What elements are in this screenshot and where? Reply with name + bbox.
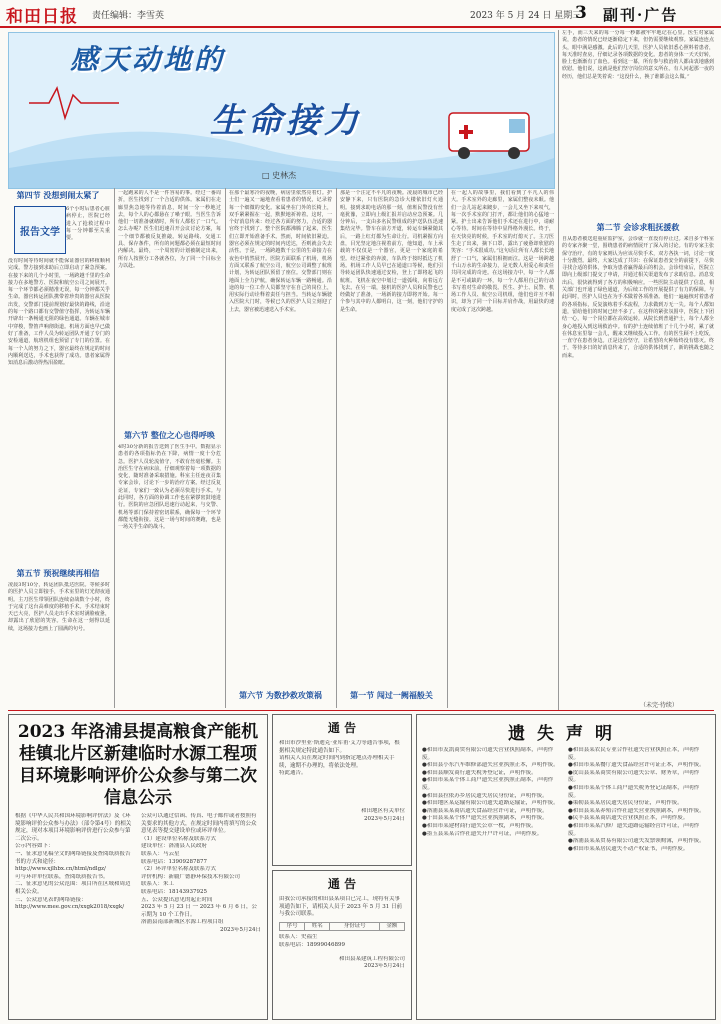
lost-notice-item: ●和田市某某汽修厂遗失道路运输经营许可证，声明作废。 xyxy=(568,822,700,837)
section-heading: 第四节 没想到闹太紧了 xyxy=(16,190,100,200)
notice-line: 联系人：史福生 xyxy=(279,934,318,941)
lost-notice-item: ●洛浦县某某贸易有限公司遗失发票领购簿，声明作废。 xyxy=(568,838,705,845)
article-text: 一起跑来的人不是一件容易的事。经过一番周折，医生找到了一个合适的供体。家属们在走廊里焦急地等待着消息，时间一分一秒地过去，每个人的心都悬在了嗓子眼。当医生告诉他们一切准备就绪时，所有人都松了一口气。怎么办呢？医生们迅速召开会议讨论方案，每一个细节都被反复推敲。转运路线、交通工具、保存条件，所有的问题都必须在最短时间内解决。最终，一个周密的计划被制定出来，所有人按照分工各就各位，为了同一个目标全力以赴。 xyxy=(118,190,221,269)
notice-line: 二、征求意见的公众范围：项目所在区域和周边相关公众。 xyxy=(15,881,131,895)
notice-link[interactable]: http://www.xjlhbx.cn/html/ndlgz/ xyxy=(15,866,106,873)
lost-notices-title: 遗失声明 xyxy=(508,724,624,744)
article-text: 左手，而三天来的每一分每一秒都被牢牢地记在心里。医生对家属说，患者的情况已经逐渐稳定下来，但仍需要继续观察。家属连连点头，眼中满是感激。此后的几天里，医护人员依旧悉心照料着患者，每天准时查房，仔细记录各项数据的变化。患者的身体一天天好转，脸上也渐渐有了血色。看到这一幕，所有参与救治的人都由衷地感到欣慰。他们说，这就是他们坚守岗位的意义所在。有人问起那一夜的经历，他们总是笑着说：“这没什么，换了谁都会这么做。” xyxy=(562,30,714,80)
lost-notice-item: ●民丰县某某商店遗失营业执照正本，声明作废。 xyxy=(568,815,689,822)
notice-line: 联系电话：18143937925 xyxy=(141,888,207,895)
notice-date: 2023年5月24日 xyxy=(364,815,405,822)
lost-notice-item: ●和田县小东汽车维修部遗失营业执照正本，声明作废。 xyxy=(422,762,559,769)
eia-notice-box xyxy=(8,714,268,1020)
feature-title-line2: 生命接力 xyxy=(210,101,362,141)
notice-signature: 和田县某建筑工程有限公司 xyxy=(338,955,405,962)
article-text: 在一起人的故事里，我们看到了平凡人的伟大。手术室外的走廊里，家属们整夜未眠。他们一会儿站起来踱步，一会儿又坐下来叹气，每一次手术室的门打开，都让他们的心猛地一紧。护士出来告诉他们手术还在进行中，请耐心等待。时间在等待中显得格外漫长。终于，在天快亮的时候，手术室的灯熄灭了。主刀医生走了出来，摘下口罩，露出了疲惫却欣慰的笑容：“手术很成功。”这句话让所有人都长长地舒了一口气，家属们相拥而泣。这是一场跨越千山万水的生命接力，是无数人用爱心和责任共同完成的奇迹。在这场接力中，每一个人都是不可或缺的一环，每一个人都用自己的行动书写着对生命的敬畏。医生、护士、民警、机场工作人员、航空公司机组，他们也许互不相识，却为了同一个目标并肩作战，用最快的速度完成了这次跨越。 xyxy=(451,190,554,313)
section-name: 副刊·广告 xyxy=(603,6,679,24)
report-label: 报告文学 xyxy=(20,227,60,238)
lost-notice-item: ●洛浦县某某商店遗失食品经营许可证，声明作废。 xyxy=(422,807,548,814)
notice-link[interactable]: http://www.mee.gov.cn/xxgk2018/xxgk/ xyxy=(15,904,125,911)
lost-notice-item: ●和田市友凯商贸有限公司遗失营业执照副本，声明作废。 xyxy=(422,747,554,761)
lost-notice-item: ●和田市某某个体工商户遗失营业执照正副本，声明作废。 xyxy=(422,777,554,791)
column-divider xyxy=(114,188,115,708)
notice-signature: 和田地区有关单位 xyxy=(360,807,405,814)
lost-notice-item: ●和田市某建材商行遗失公章一枚，声明作废。 xyxy=(422,822,537,829)
column-divider xyxy=(558,30,559,710)
notice-line: 联系电话：18999046899 xyxy=(279,941,345,948)
notice-table xyxy=(279,922,405,932)
article-text: 4时30分新的报告送到了医生手中。数据显示患者的各项指标仍在下降，病情一度十分危急。医护人员轮流值守，不敢有丝毫松懈。主治医生守在病床前，仔细观察着每一项数据的变化，随时准备采取措施。科室主任连夜召集专家会诊，讨论下一步的治疗方案。经过反复论证，专家们一致认为必须尽快进行手术。与此同时，各方面的协调工作也在紧锣密鼓地进行。医院的应急团队迅速行动起来，与交警、机场等部门保持着密切联系，确保每一个环节都能无缝衔接。这是一场与时间的赛跑，也是一场关乎生命的战斗。 xyxy=(118,444,221,531)
table-header: 序号 xyxy=(280,923,305,931)
lost-notices-box xyxy=(416,714,716,1020)
notice-line: 建设单位：洛浦县人民政府 xyxy=(141,843,208,850)
column-divider xyxy=(225,188,226,708)
notice-line: 三、公众意见表的网络链接： xyxy=(15,896,87,903)
notice-line: （2）环评单位名称及联系方式 xyxy=(141,866,217,873)
to-be-continued: （未完·待续） xyxy=(640,702,678,709)
lost-notice-item: ●和田地区某运输有限公司遗失道路运输证，声明作废。 xyxy=(422,800,559,807)
article-text: 在那个最寒冷的夜晚，病房里依然亮着灯。护士们一遍又一遍地查看着患者的情况，记录着每一个细微的变化。家属坐在门外的长椅上，双手紧紧握在一起，默默地祈祷着。这时，一个好消息传来：经过各方面的努力，合适的器官终于找到了。整个医院都沸腾了起来，医生们立即开始准备手术。然而，时间依旧紧迫。器官必须在规定的时间内送达，否则就会失去活性。于是，一场跨越数千公里的生命接力在夜色中悄然展开。医院方面联系了机场，机场方面又联系了航空公司，航空公司调整了航班计划，为转运团队预留了座位。交警部门则在地面上全力护航，确保转运车辆一路畅通。沿途的每一位工作人员都坚守在自己的岗位上，用实际行动诠释着责任与担当。当转运车辆驶入医院大门时，等候已久的医护人员立刻迎了上去，器官被迅速送入手术室。 xyxy=(229,190,332,313)
notice-line: （1）建设单位名称及联系方式 xyxy=(141,835,217,842)
table-header: 金额 xyxy=(386,922,398,929)
section-rule xyxy=(8,710,714,711)
column-divider xyxy=(336,188,337,708)
notice-box-bottom xyxy=(272,870,412,1020)
article-text: 6个小时后患者心脏病停止，医院已经进入了抢救过程中每一分钟都至关重要。 xyxy=(66,206,110,242)
notice-title: 通 告 xyxy=(327,877,357,891)
section-heading: 第五节 预祝继续再相信 xyxy=(16,568,100,578)
notice-line: 2023 年 5 月 23 日 一 2023 年 6 月 6 日，公示期为 10 个工作日。 xyxy=(141,904,257,918)
feature-byline: □ 史林杰 xyxy=(262,171,297,180)
lost-notice-item: ●和田市某某餐厅遗失食品经营许可证正本，声明作废。 xyxy=(568,762,705,769)
section-heading: 第一节 闯过一阙福般关 xyxy=(350,690,433,700)
notice-line: 联系人：朱工 xyxy=(141,881,175,888)
notice-line: 可与环评单位联系，查阅纸质报告书。 xyxy=(15,873,109,880)
report-label-box xyxy=(14,206,66,254)
lost-notice-item: ●于田县某某个体户遗失营业执照副本，声明作废。 xyxy=(422,815,548,822)
notice-line: 评价机构：新疆广德静环保技术有限公司 xyxy=(141,873,241,880)
section-heading: 第六节 整位之心也得呼唤 xyxy=(124,430,215,440)
notice-title: 通 告 xyxy=(327,721,357,735)
notice-line: 一、征求意见稿全文的网络链接及查阅纸质报告书的方式和途径： xyxy=(15,850,131,865)
lost-notice-item: ●和田县某某养殖合作社遗失营业执照副本，声明作废。 xyxy=(568,807,705,814)
newspaper-logo: 和田日报 xyxy=(6,7,78,27)
section-heading: 第二节 会诊求粗抚援救 xyxy=(596,222,680,232)
notice-line: 联系人：马云星 xyxy=(141,850,180,857)
article-text: 自从患者被送进重症监护室，会诊就一直没有停止过。来自多个科室的专家齐聚一堂，围绕患者的病情展开了深入的讨论。有的专家主张保守治疗，有的专家则认为应该尽快手术，双方各执一词，讨论一度十分激烈。最终，大家达成了共识：在保证患者安全的前提下，尽快寻找合适的供体，争取为患者赢得最后的机会。会诊结束后，医院立即向上级部门提交了申请，并通过相关渠道发布了求助信息。消息发出后，很快就得到了各方的积极响应。一些医院主动提供了信息，相关部门也开通了绿色通道，为后续工作的开展提供了有力的保障。与此同时，医护人员也在为手术做着各项准备。他们一遍遍核对着患者的各项指标，反复演练着手术流程，力求做到万无一失。每个人都知道，留给他们的时间已经不多了。在这样的紧张氛围中，医院上下团结一心，每一个岗位都在高效运转。从院长到普通护士，每个人都全身心地投入到这场救治中。有的护士连续值班了十几个小时，累了就在休息室里靠一会儿，醒来又继续投入工作。有的医生顾不上吃饭，一直守在患者身边。正是这份坚守，让希望的火种始终没有熄灭。终于，等待多日的好消息传来了，合适的供体找到了，新的挑战也随之而来。 xyxy=(562,236,714,359)
notice-line: 公众可以通过信函、传真、电子邮件或者按照有关要求的其他方式，在规定时间内将填写的公众意见表等提交建设单位或环评单位。 xyxy=(141,813,257,835)
article-text: 那是一个注定不平凡的夜晚。凌晨的城市已经安静下来，只有医院的急诊大楼依旧灯火通明。接到求助电话的那一刻，值班民警没有丝毫犹豫，立即向上级汇报并启动应急预案。几分钟后，一支由多名民警组成的护送队伍迅速集结完毕。警车在前方开道，转运车辆紧随其后，一路上红灯都为生命让行。司机紧握方向盘，目光坚定地注视着前方，他知道，车上承载的不仅仅是一个器官，更是一个家庭的希望。经过紧张的奔波，车队终于按时抵达了机场。机场工作人员早已在通道口等候，他们引导转运团队快速通过安检，登上了即将起飞的航班。飞机在夜空中划过一道弧线，向着远方飞去。在另一端，接机的医护人员和民警也已经做好了准备，一场新的接力即将开始。每一个参与其中的人都明白，这一刻，他们守护的是生命。 xyxy=(340,190,443,313)
notice-line: 洛浦县南部新城区水源工程项目组 xyxy=(141,919,224,926)
lost-notice-item: ●和田县拉依苏乡居民遗失居民身份证，声明作废。 xyxy=(422,792,548,799)
feature-title-line1: 感天动地的 xyxy=(70,43,226,76)
table-header: 姓名 xyxy=(305,923,330,931)
editor-credit: 责任编辑：李雪英 xyxy=(92,11,165,21)
section-heading: 第六节 为数抄救攻策祸 xyxy=(239,690,322,700)
page-number: 3 xyxy=(575,3,587,23)
notice-signature: 2023年5月24日 xyxy=(220,926,261,933)
lost-notice-item: ●皮山县某某商贸有限公司遗失公章、财务章，声明作废。 xyxy=(568,769,700,784)
lost-notice-item: ●墨玉县某某合作社遗失开户许可证，声明作废。 xyxy=(422,830,543,837)
notice-date: 2023年5月24日 xyxy=(364,963,405,970)
notice-box-top xyxy=(272,714,412,866)
table-header: 身份证号 xyxy=(330,923,379,931)
notice-line: 请相关人员在规定时间内到指定地点办理相关手续，逾期不办理的，将依法处理。 xyxy=(279,755,395,769)
column-divider xyxy=(447,188,448,708)
article-text: 凌晨3时10分，转运团队抵达医院。等候多时的医护人员立即接手，手术室里的灯光彻夜通明。主刀医生带领团队连续奋战数个小时，终于完成了这台高难度的移植手术。手术结束时天已大亮，医护人员走出手术室时满脸疲惫，却露出了欣慰的笑容。生命在这一刻得以延续，这场接力也画上了圆满的句号。 xyxy=(8,582,110,632)
notice-line: 特此通告。 xyxy=(279,770,307,777)
lost-notice-item: ●策勒县某某居民遗失居民身份证，声明作废。 xyxy=(568,800,683,807)
notice-line: 五、公众提出意见的起止时间 xyxy=(141,896,213,903)
article-text: 没有时间等待时间就不能保证器官的移植顺利完成。警方接到求助后立即启动了紧急预案。在接下来的几个小时里，一场跨越千里的生命接力在多地警方、医院和航空公司之间展开。每一个环节都必须精准无误，每一分钟都关乎生命。器官转运团队携带着珍贵的器官从医院出发，交警部门提前规划好最快的路线，沿途的每一个路口都有交警值守指挥，为转运车辆开辟出一条畅通无阻的绿色通道。车辆在城市中穿梭，警笛声响彻街道。机场方面也早已做好了准备，工作人员为转运团队开通了专门的安检通道，航班机组也预留了专门的位置。在每一个人的努力之下，器官最终在规定的时间内顺利送达，手术也获得了成功。患者家属得知消息后激动得热泪盈眶。 xyxy=(8,258,110,367)
lost-notice-item: ●和田市某某居民遗失不动产权证书，声明作废。 xyxy=(568,845,689,852)
notice-line: 和田市沙里亚·斯迪克·亚库甫·艾力等通告事项，根据相关规定特此通告如下。 xyxy=(279,740,400,754)
issue-date: 2023 年 5 月 24 日 星期三 xyxy=(470,11,582,21)
lost-notice-item: ●和田市某某个体工商户遗失税务登记证副本，声明作废。 xyxy=(568,784,700,799)
lost-notice-item: ●和田县顺发商行遗失税务登记证，声明作废。 xyxy=(422,769,537,776)
lost-notice-item: ●和田县某农民专业合作社遗失营业执照正本，声明作废。 xyxy=(568,747,700,761)
eia-notice-title: 2023 年洛浦县提高粮食产能机桂镇北片区新建临时水源工程项目环境影响评价公众参与第二次信息公示 xyxy=(17,722,259,808)
notice-line: 公示内容如下： xyxy=(15,843,54,850)
notice-line: 联系电话：13909287877 xyxy=(141,858,207,865)
notice-line: 由我公司承接的和田县某项目已完工，现将有关事项通告如下，请相关人员于 2023 年 5 月 31 日前与我公司联系。 xyxy=(279,896,402,918)
notice-line: 根据《中华人民共和国环境影响评价法》及《环境影响评价公众参与办法》（部令第4号）的相关规定，现对本项目环境影响评价进行公众参与第二次公示。 xyxy=(15,813,132,842)
